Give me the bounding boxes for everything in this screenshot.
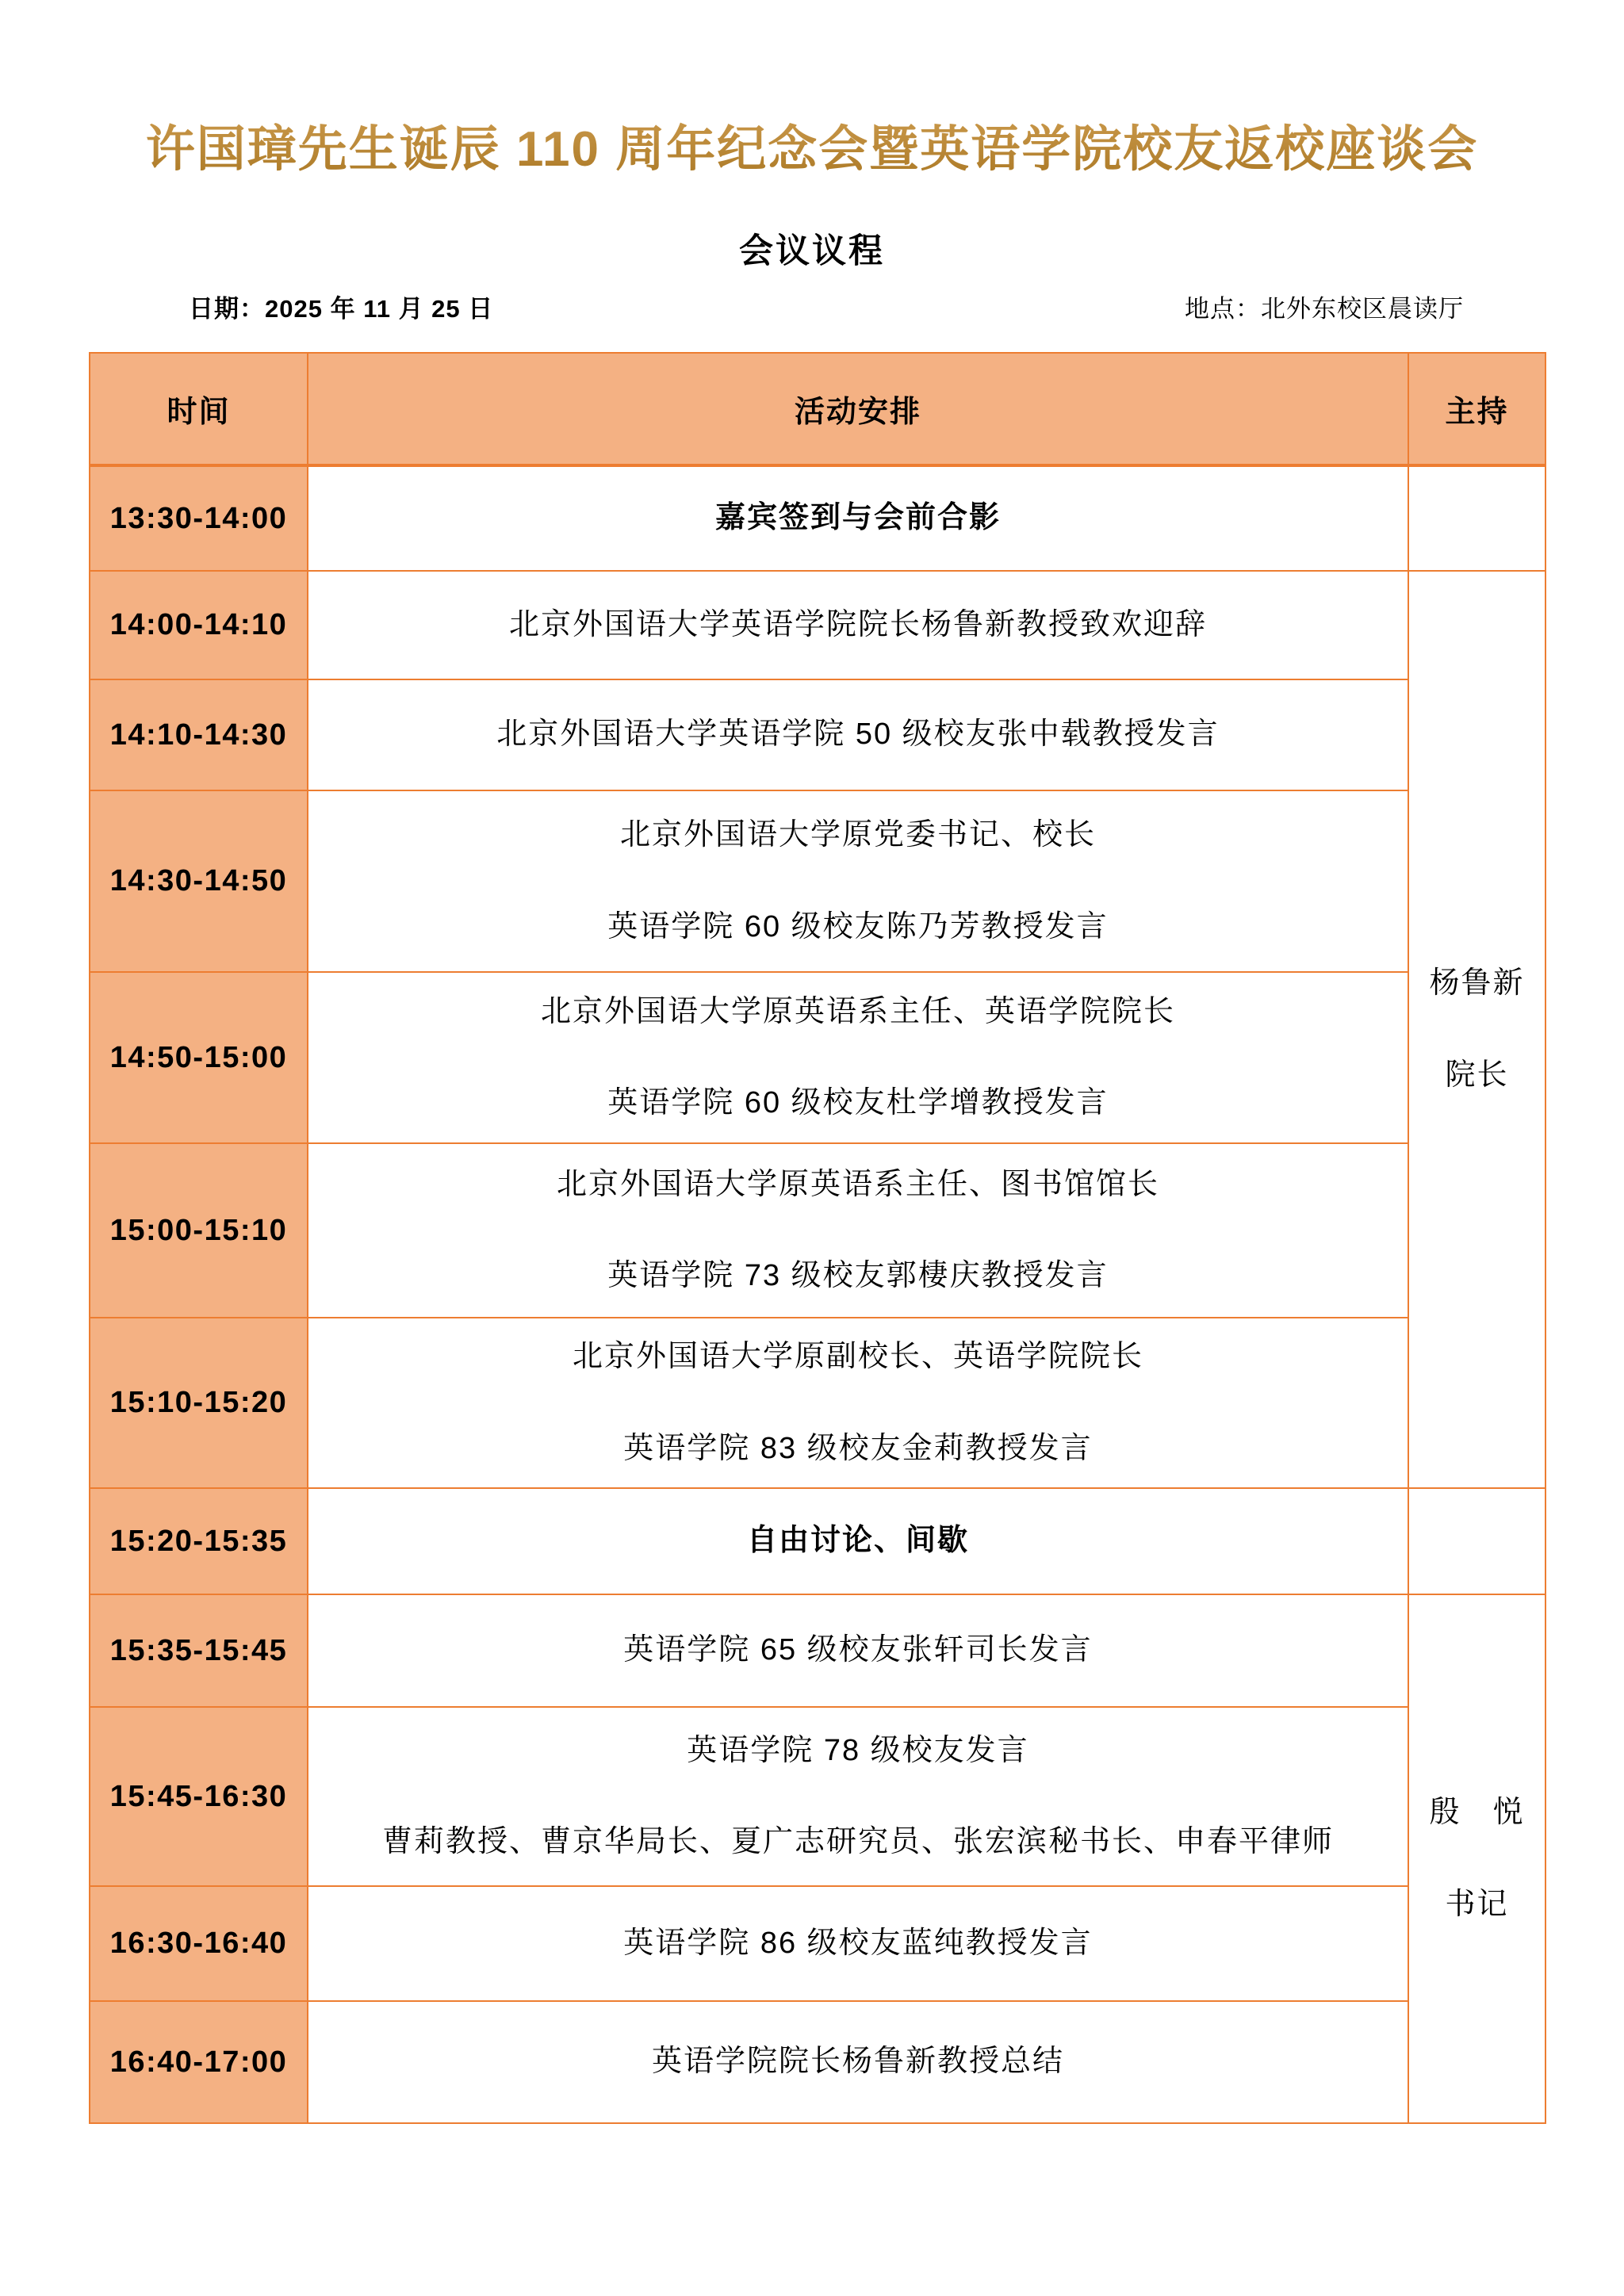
time-cell: 16:30-16:40 xyxy=(90,1886,308,2001)
activity-line: 英语学院 73 级校友郭棲庆教授发言 xyxy=(607,1259,1109,1293)
activity-line: 英语学院 78 级校友发言 xyxy=(687,1733,1029,1767)
time-cell: 15:35-15:45 xyxy=(90,1594,308,1707)
table-row xyxy=(90,972,1545,1143)
activity-line: 英语学院 86 级校友蓝纯教授发言 xyxy=(623,1926,1093,1960)
time-cell: 14:10-14:30 xyxy=(90,679,308,790)
activity-line: 英语学院 83 级校友金莉教授发言 xyxy=(623,1431,1093,1465)
table-row xyxy=(90,2001,1545,2123)
column-header-activity: 活动安排 xyxy=(308,353,1408,465)
time-cell: 14:00-14:10 xyxy=(90,571,308,679)
activity-line: 北京外国语大学原英语系主任、图书馆馆长 xyxy=(556,1167,1159,1201)
activity-cell xyxy=(308,679,1408,790)
column-header-host: 主持 xyxy=(1408,353,1545,465)
meta-row xyxy=(89,293,1545,325)
time-cell: 15:45-16:30 xyxy=(90,1707,308,1886)
activity-line: 英语学院 60 级校友杜学增教授发言 xyxy=(607,1086,1109,1120)
time-cell: 13:30-14:00 xyxy=(90,465,308,571)
time-cell: 15:10-15:20 xyxy=(90,1318,308,1488)
host-name: 杨鲁新 xyxy=(1429,966,1525,1001)
host-title: 书记 xyxy=(1445,1887,1509,1921)
activity-cell xyxy=(308,571,1408,679)
table-row xyxy=(90,1143,1545,1318)
activity-line: 北京外国语大学英语学院 50 级校友张中载教授发言 xyxy=(496,718,1220,752)
table-row xyxy=(90,790,1545,972)
activity-line: 北京外国语大学英语学院院长杨鲁新教授致欢迎辞 xyxy=(508,607,1207,641)
table-row xyxy=(90,1707,1545,1886)
table-row xyxy=(90,1488,1545,1594)
time-cell: 15:20-15:35 xyxy=(90,1488,308,1594)
location-text: 地点：北外东校区晨读厅 xyxy=(1185,294,1464,323)
table-row xyxy=(90,1318,1545,1488)
time-cell: 15:00-15:10 xyxy=(90,1143,308,1318)
activity-line: 英语学院 60 级校友陈乃芳教授发言 xyxy=(607,909,1109,943)
activity-line: 嘉宾签到与会前合影 xyxy=(714,501,1001,535)
host-cell-session1 xyxy=(1408,571,1545,1488)
agenda-table xyxy=(89,352,1546,2124)
activity-cell xyxy=(308,1488,1408,1594)
activity-cell xyxy=(308,465,1408,571)
table-row xyxy=(90,571,1545,679)
activity-line: 曹莉教授、曹京华局长、夏广志研究员、张宏滨秘书长、申春平律师 xyxy=(381,1825,1334,1859)
host-cell-empty xyxy=(1408,465,1545,571)
activity-line: 英语学院 65 级校友张轩司长发言 xyxy=(623,1633,1093,1667)
host-name: 殷 悦 xyxy=(1429,1796,1525,1830)
activity-cell xyxy=(308,790,1408,972)
activity-line: 北京外国语大学原党委书记、校长 xyxy=(619,818,1096,852)
time-cell: 14:30-14:50 xyxy=(90,790,308,972)
host-title: 院长 xyxy=(1445,1058,1509,1092)
activity-line: 北京外国语大学原英语系主任、英语学院院长 xyxy=(540,994,1175,1028)
document-title: 许国璋先生诞辰 110 周年纪念会暨英语学院校友返校座谈会 xyxy=(0,0,1624,179)
table-row xyxy=(90,1886,1545,2001)
time-cell: 14:50-15:00 xyxy=(90,972,308,1143)
table-row xyxy=(90,1594,1545,1707)
activity-cell xyxy=(308,2001,1408,2123)
host-cell-empty xyxy=(1408,1488,1545,1594)
activity-cell xyxy=(308,1143,1408,1318)
activity-cell xyxy=(308,1707,1408,1886)
activity-cell xyxy=(308,972,1408,1143)
table-row xyxy=(90,679,1545,790)
activity-line: 北京外国语大学原副校长、英语学院院长 xyxy=(572,1340,1143,1374)
activity-line: 英语学院院长杨鲁新教授总结 xyxy=(651,2045,1064,2079)
activity-cell xyxy=(308,1886,1408,2001)
table-header-row xyxy=(90,353,1545,465)
activity-cell xyxy=(308,1318,1408,1488)
document-subtitle: 会议议程 xyxy=(739,232,885,271)
activity-cell xyxy=(308,1594,1408,1707)
column-header-time: 时间 xyxy=(90,353,308,465)
activity-line: 自由讨论、间歇 xyxy=(746,1524,969,1558)
host-cell-session2 xyxy=(1408,1594,1545,2123)
date-text: 日期：2025 年 11 月 25 日 xyxy=(189,294,494,323)
table-row xyxy=(90,465,1545,571)
time-cell: 16:40-17:00 xyxy=(90,2001,308,2123)
